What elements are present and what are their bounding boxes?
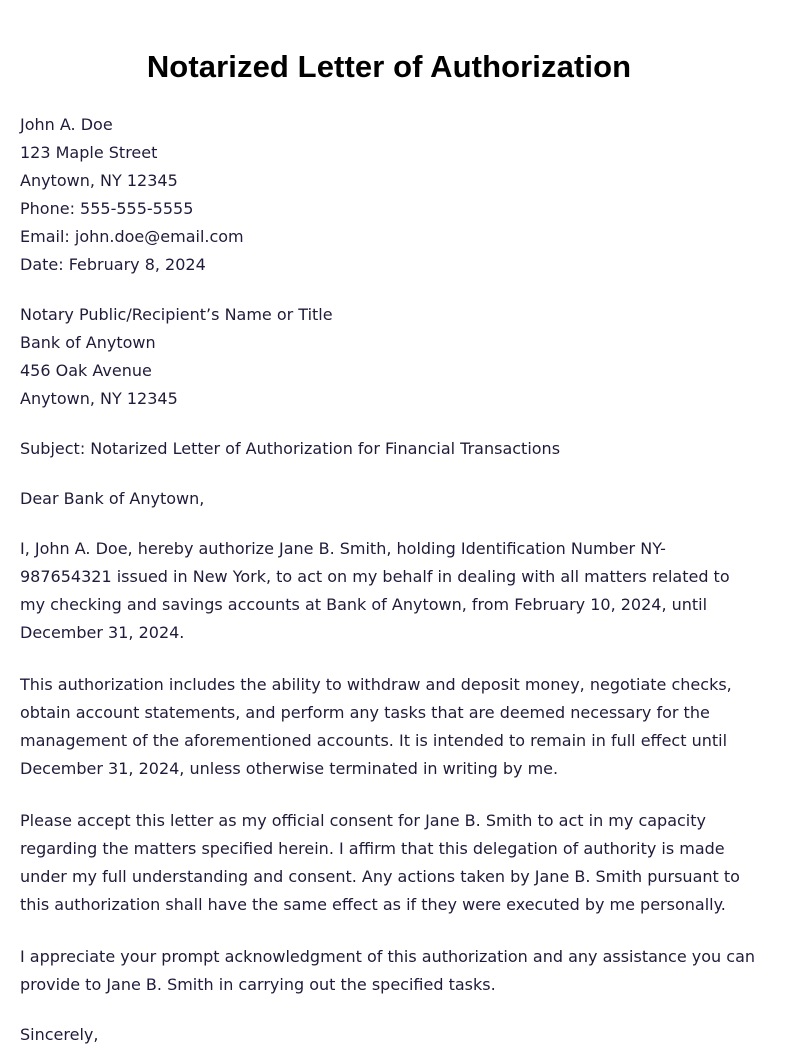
body-paragraph-scope: This authorization includes the ability to withdraw and deposit money, negotiate checks, obtain account statements, and perform any tasks that are deemed necessary for the management of the aforementioned accounts. It is intended to remain in full effect until December 31, 2024, unless otherwise terminated in writing by me. <box>20 675 732 778</box>
recipient-street: 456 Oak Avenue <box>20 361 152 380</box>
salutation-block <box>20 485 758 513</box>
sender-phone: Phone: 555-555-5555 <box>20 199 194 218</box>
closing-block <box>20 1021 758 1049</box>
sender-city: Anytown, NY 12345 <box>20 171 178 190</box>
closing: Sincerely, <box>20 1025 99 1044</box>
recipient-city: Anytown, NY 12345 <box>20 389 178 408</box>
sender-street: 123 Maple Street <box>20 143 158 162</box>
sender-email: Email: john.doe@email.com <box>20 227 244 246</box>
salutation: Dear Bank of Anytown, <box>20 489 205 508</box>
body-paragraph-acknowledgment: I appreciate your prompt acknowledgment of this authorization and any assistance you can provide to Jane B. Smith in carrying out the specified tasks. <box>20 947 756 994</box>
subject-block <box>20 435 758 463</box>
recipient-organization: Bank of Anytown <box>20 333 156 352</box>
body-block <box>20 535 758 999</box>
recipient-name-title: Notary Public/Recipient’s Name or Title <box>20 305 333 324</box>
document-title: Notarized Letter of Authorization <box>146 49 632 84</box>
body-paragraph-consent: Please accept this letter as my official consent for Jane B. Smith to act in my capacity regarding the matters specified herein. I affirm that this delegation of authority is made under my full understanding and consent. Any actions taken by Jane B. Smith pursuant to this authorization shall have the same effect as if they were executed by me personally. <box>20 811 740 914</box>
sender-name: John A. Doe <box>20 115 113 134</box>
recipient-block <box>20 301 758 413</box>
body-paragraph-authorization: I, John A. Doe, hereby authorize Jane B. Smith, holding Identification Number NY-987654321 issued in New York, to act on my behalf in dealing with all matters related to my checking and savings accounts at Bank of Anytown, from February 10, 2024, until December 31, 2024. <box>20 539 730 642</box>
letter-date: Date: February 8, 2024 <box>20 255 206 274</box>
subject-line: Subject: Notarized Letter of Authorization for Financial Transactions <box>20 439 561 458</box>
sender-block <box>20 111 758 279</box>
